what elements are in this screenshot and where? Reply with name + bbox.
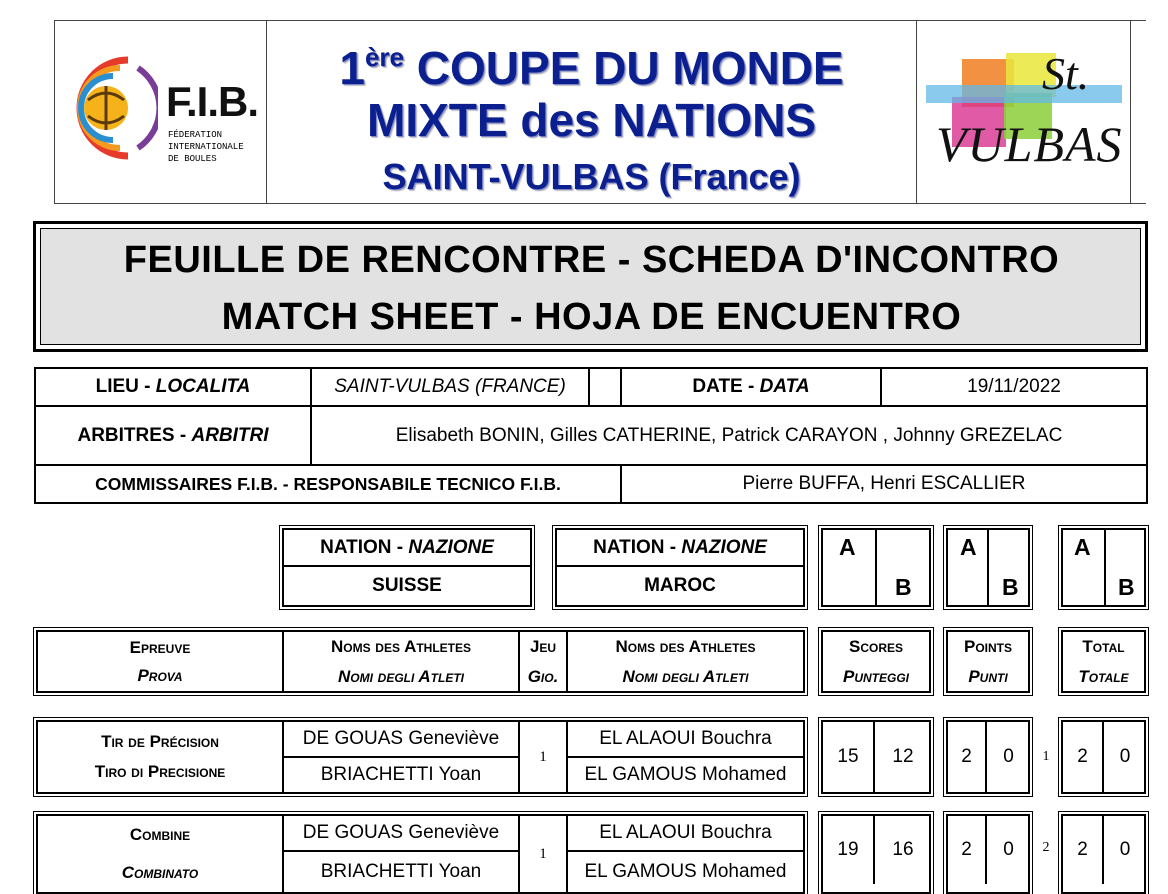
row-epreuve-label: Combine <box>129 825 191 844</box>
table-row <box>36 814 805 894</box>
fib-logo <box>58 48 263 178</box>
col-total <box>1061 630 1146 693</box>
lieu-value: SAINT-VULBAS (FRANCE) <box>310 367 590 407</box>
title-number: 1 <box>339 42 365 94</box>
row-score-a: 19 <box>823 816 875 884</box>
row-index: 2 <box>1042 840 1050 855</box>
nation-b-box <box>555 528 805 607</box>
row-athlete-b1: EL ALAOUI Bouchra <box>568 816 803 852</box>
saint-vulbas-logo-bottom: VULBAS <box>936 116 1123 172</box>
nation-a-label <box>284 530 530 567</box>
row-athlete-b1: EL ALAOUI Bouchra <box>568 722 803 758</box>
header-divider-2 <box>916 20 917 204</box>
row-scores <box>821 720 931 794</box>
row-jeu: 1 <box>520 816 568 892</box>
row-total-a: 2 <box>1063 816 1104 884</box>
arbitres-label-it: ARBITRI <box>191 424 269 446</box>
nation-a-box <box>282 528 532 607</box>
ab-total-divider <box>1104 530 1106 605</box>
row-points <box>946 720 1030 794</box>
saint-vulbas-logo-top: St. <box>1042 48 1090 99</box>
date-label-it: DATA <box>759 376 810 397</box>
header-title-line2: MIXTE des NATIONS <box>367 94 816 146</box>
nation-b-label-it: NAZIONE <box>681 536 767 558</box>
row-total-a: 2 <box>1063 722 1104 792</box>
col-total-label: Total <box>1082 636 1125 656</box>
ab-scores-box <box>821 528 931 607</box>
ab-points-box <box>946 528 1030 607</box>
col-epreuve <box>38 632 284 691</box>
row-points-a: 2 <box>948 816 987 884</box>
row-epreuve <box>38 816 284 892</box>
row-points-a: 2 <box>948 722 987 792</box>
arbitres-value: Elisabeth BONIN, Gilles CATHERINE, Patrick CARAYON , Johnny GREZELAC <box>310 405 1148 466</box>
team-a-name: SUISSE <box>372 575 442 596</box>
banner-line1: FEUILLE DE RENCONTRE - SCHEDA D'INCONTRO <box>123 239 1060 281</box>
fib-emblem-icon <box>58 48 158 168</box>
banner-line2: MATCH SHEET - HOJA DE ENCUENTRO <box>221 296 962 338</box>
ab-scores-divider <box>875 530 877 605</box>
col-total-label-it: Totale <box>1078 666 1129 686</box>
nation-a-label-it: NAZIONE <box>408 536 494 558</box>
col-noms-a-label-it: Nomi degli Atleti <box>337 666 465 686</box>
col-jeu-label: Jeu <box>529 636 557 656</box>
row-athlete-a1: DE GOUAS Geneviève <box>284 722 520 758</box>
header-divider-right <box>1130 20 1131 204</box>
row-epreuve-label-it: Tiro di Precisione <box>94 762 226 781</box>
nation-b-label-text: NATION - <box>593 536 682 558</box>
title-banner <box>40 228 1141 345</box>
lieu-gap <box>588 367 622 407</box>
col-scores-label-it: Punteggi <box>842 666 909 686</box>
row-points-b: 0 <box>1003 746 1014 767</box>
fib-logo-letters: F.I.B. <box>166 78 259 125</box>
col-scores <box>821 630 931 693</box>
ab-scores-a: A <box>839 534 856 560</box>
row-total <box>1061 720 1146 794</box>
fib-logo-sub-1: FÉDERATION <box>168 130 223 140</box>
header-divider-left <box>54 20 55 204</box>
ab-total-a: A <box>1074 534 1091 560</box>
col-noms-b <box>568 632 803 691</box>
table-row <box>36 720 805 794</box>
header-title-line3: SAINT-VULBAS (France) <box>382 156 801 197</box>
col-scores-label: Scores <box>848 636 903 656</box>
col-epreuve-label: Epreuve <box>129 637 191 657</box>
row-total-b: 0 <box>1119 746 1131 767</box>
row-athlete-a1: DE GOUAS Geneviève <box>284 816 520 852</box>
col-jeu <box>520 632 568 691</box>
col-points-label: Points <box>963 636 1012 656</box>
row-score-b: 16 <box>892 839 914 860</box>
row-points <box>946 814 1030 894</box>
col-headers-box <box>36 630 805 693</box>
row-index: 1 <box>1042 749 1050 764</box>
team-b-name: MAROC <box>644 575 716 596</box>
row-score-a: 15 <box>823 722 875 792</box>
lieu-label-cell <box>34 367 312 407</box>
ab-scores-b: B <box>895 574 912 600</box>
ab-points-divider <box>987 530 989 605</box>
date-label: DATE - <box>692 376 760 397</box>
row-total <box>1061 814 1146 894</box>
col-points <box>946 630 1030 693</box>
arbitres-label-cell <box>34 405 312 466</box>
title-rest: COUPE DU MONDE <box>404 42 844 94</box>
col-noms-b-label-it: Nomi degli Atleti <box>622 666 749 686</box>
row-epreuve-label: Tir de Précision <box>101 732 219 751</box>
ab-points-a: A <box>960 534 977 560</box>
saint-vulbas-logo <box>922 45 1127 185</box>
row-scores <box>821 814 931 894</box>
commissaires-label: COMMISSAIRES F.I.B. - RESPONSABILE TECNICO F.I.B. <box>34 464 622 504</box>
row-total-b: 0 <box>1119 839 1131 860</box>
row-athlete-a2: BRIACHETTI Yoan <box>284 758 520 792</box>
col-points-label-it: Punti <box>968 666 1008 686</box>
ab-total-b: B <box>1118 574 1135 600</box>
ab-points-b: B <box>1002 574 1019 600</box>
row-points-b: 0 <box>1003 839 1014 860</box>
lieu-label-it: LOCALITA <box>155 376 251 397</box>
row-epreuve-label-it: Combinato <box>121 863 199 882</box>
date-value: 19/11/2022 <box>880 367 1148 407</box>
row-athlete-b2: EL GAMOUS Mohamed <box>584 861 787 882</box>
col-noms-a-label: Noms des Athletes <box>330 636 472 656</box>
ab-total-box <box>1061 528 1146 607</box>
nation-a-label-text: NATION - <box>320 536 409 558</box>
fib-logo-sub-3: DE BOULES <box>168 154 217 164</box>
date-label-cell <box>620 367 882 407</box>
nation-b-label <box>557 530 803 567</box>
row-score-b: 12 <box>892 746 914 767</box>
row-athlete-a2: BRIACHETTI Yoan <box>284 852 520 892</box>
col-noms-b-label: Noms des Athletes <box>615 636 756 656</box>
col-noms-a <box>284 632 520 691</box>
header-title-line1 <box>267 32 916 93</box>
commissaires-value: Pierre BUFFA, Henri ESCALLIER <box>620 464 1148 504</box>
lieu-label: LIEU - <box>95 376 156 397</box>
col-jeu-label-it: Gio. <box>527 666 559 686</box>
title-superscript: ère <box>364 42 405 72</box>
row-jeu: 1 <box>520 722 568 792</box>
row-athlete-b2: EL GAMOUS Mohamed <box>584 764 787 785</box>
fib-logo-sub-2: INTERNATIONALE <box>168 142 244 152</box>
col-epreuve-label-it: Prova <box>137 665 183 685</box>
arbitres-label: ARBITRES - <box>77 424 192 446</box>
row-epreuve <box>38 722 284 792</box>
